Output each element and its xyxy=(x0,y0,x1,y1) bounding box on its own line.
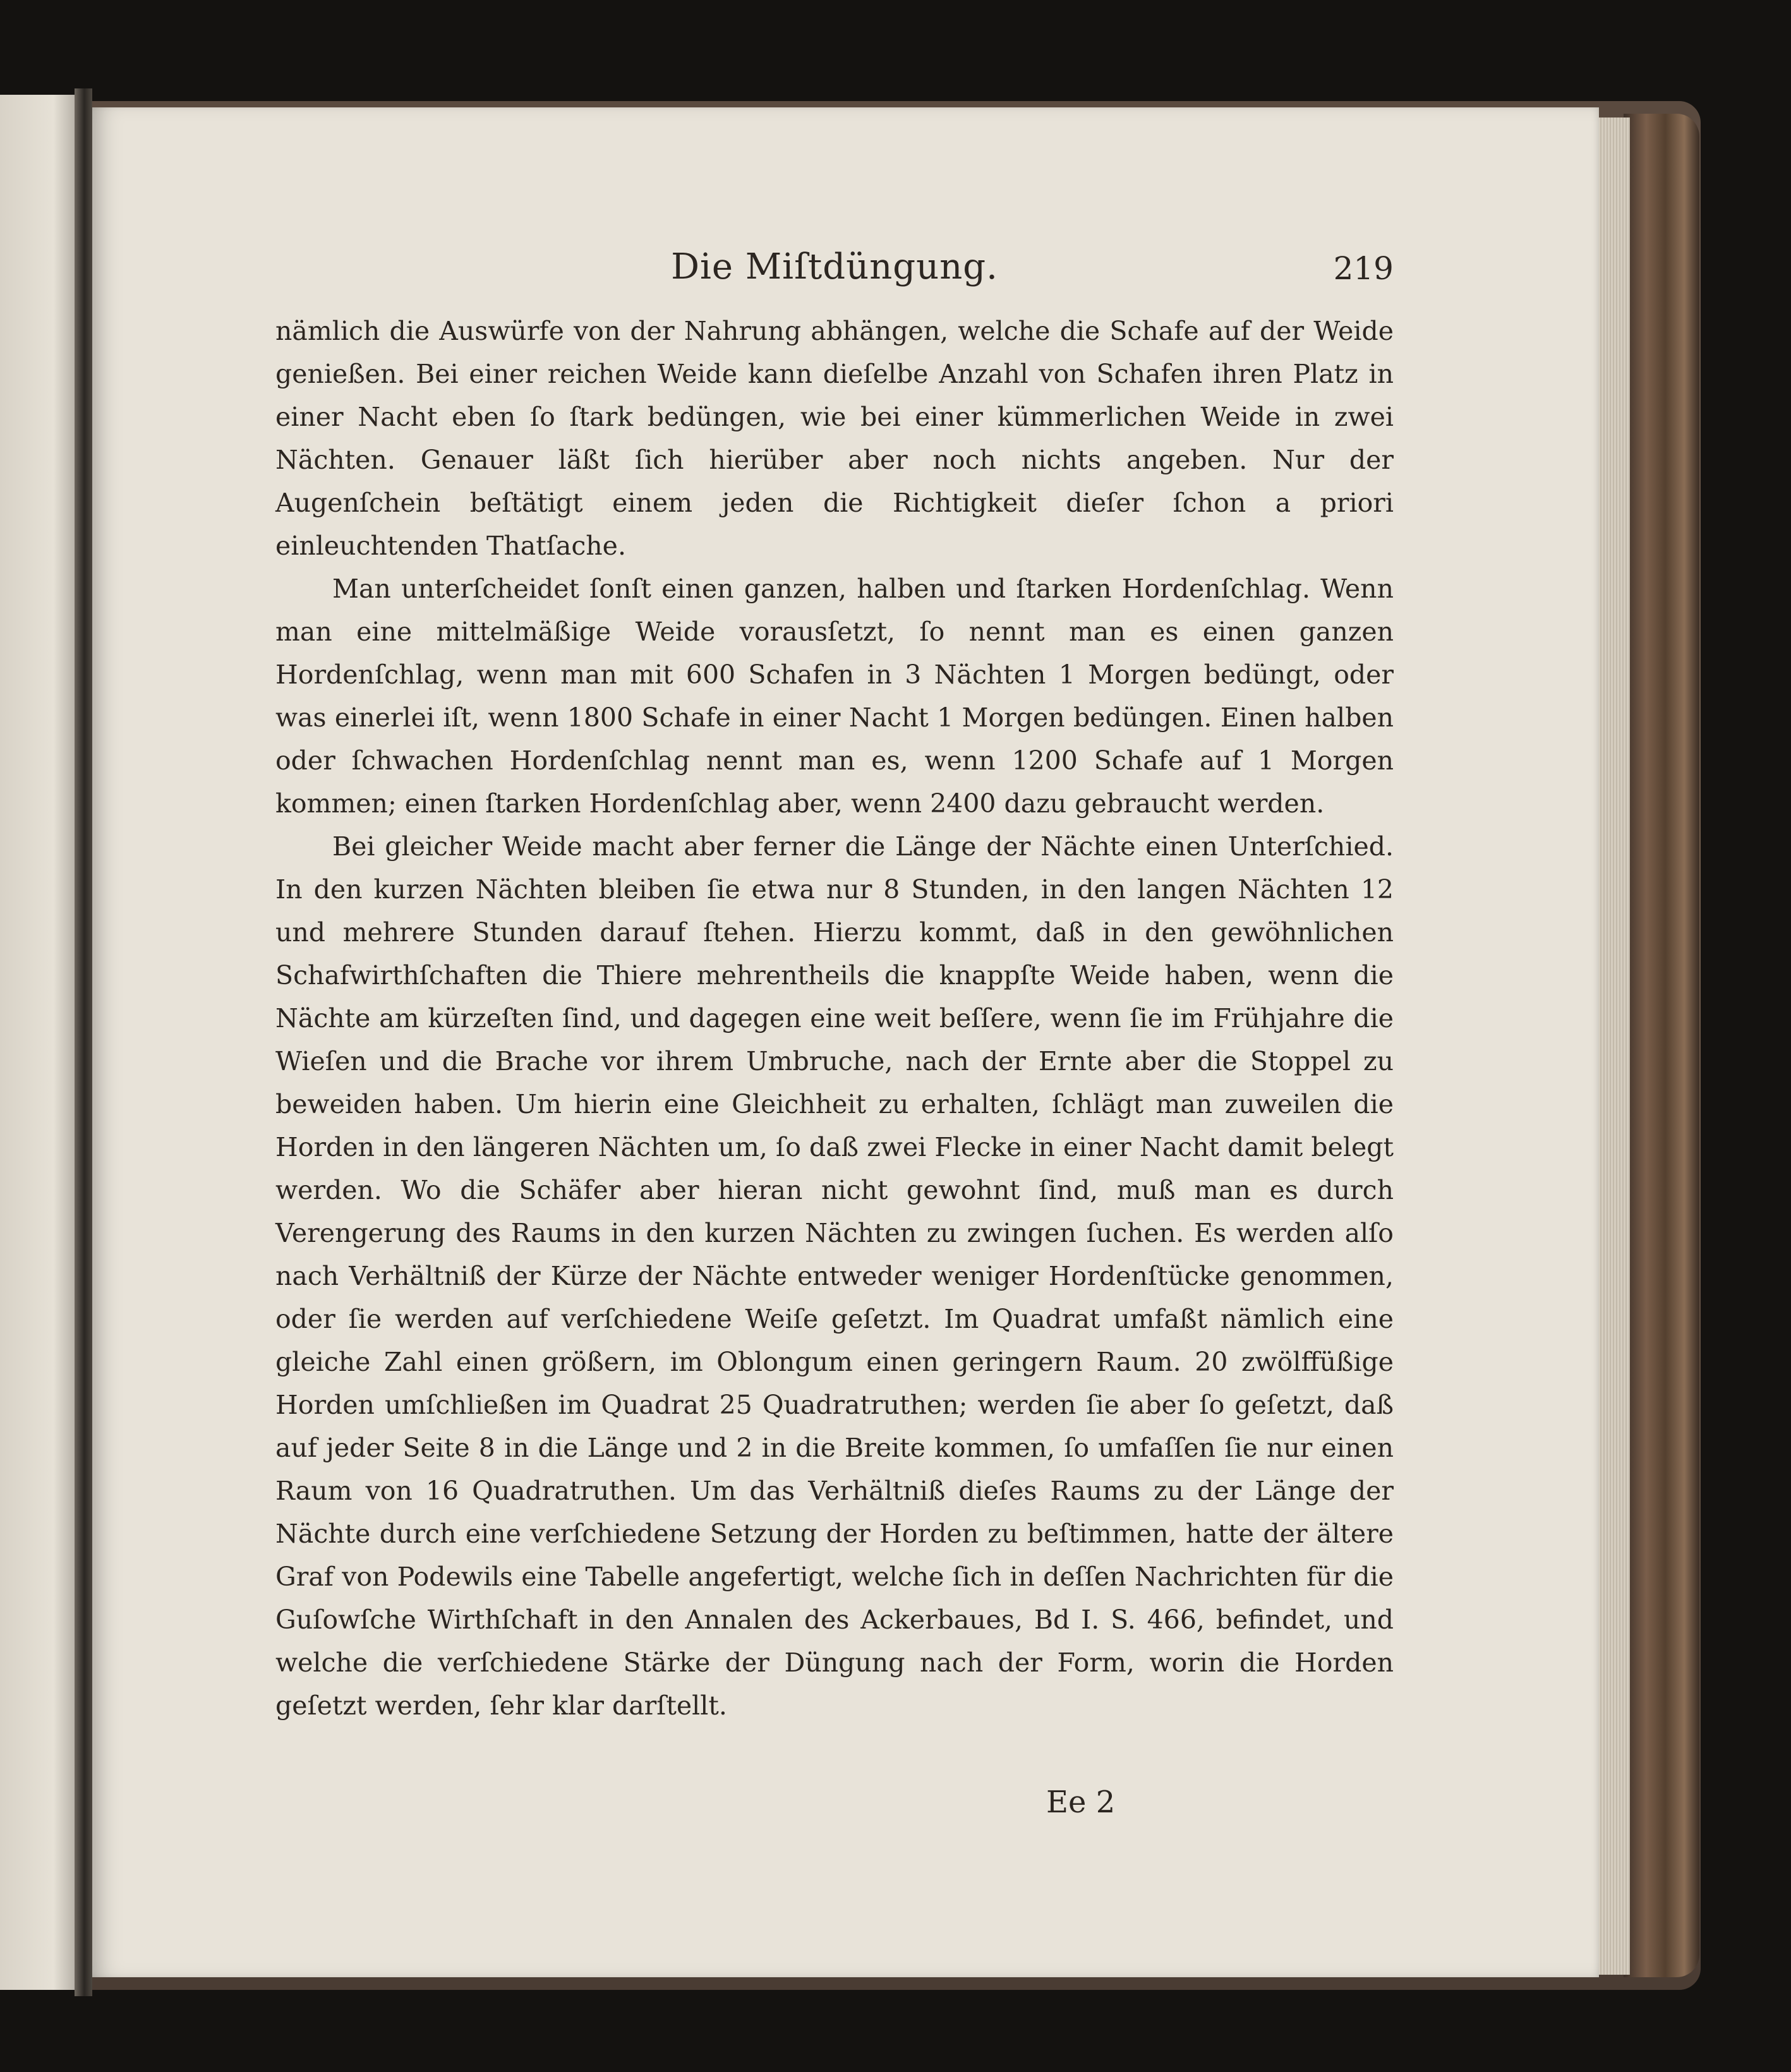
running-title: Die Miſtdüngung. xyxy=(671,246,998,287)
book-page xyxy=(92,107,1599,1977)
left-page-edge xyxy=(0,95,82,1990)
paragraph-2: Man unterſcheidet ſonſt einen ganzen, halben und ſtarken Hordenſchlag. Wenn man eine mittelmäßige Weide vorausſetzt, ſo nennt man es einen ganzen Hordenſchlag, wenn man mit 600 Schafen in 3 Nächten 1 Morgen bedüngt, oder was einerlei iſt, wenn 1800 Schafe in einer Nacht 1 Morgen bedüngen. Einen halben oder ſchwachen Hordenſchlag nennt man es, wenn 1200 Schafe auf 1 Morgen kommen; einen ſtarken Hordenſchlag aber, wenn 2400 dazu gebraucht werden. xyxy=(275,574,1394,819)
paragraph-3: Bei gleicher Weide macht aber ferner die Länge der Nächte einen Unterſchied. In den kurzen Nächten bleiben ſie etwa nur 8 Stunden, in den langen Nächten 12 und mehrere Stunden darauf ſtehen. Hierzu kommt, daß in den gewöhnlichen Schafwirthſchaften die Thiere mehrentheils die knappſte Weide haben, wenn die Nächte am kürzeſten ſind, und dagegen eine weit beſſere, wenn ſie im Frühjahre die Wieſen und die Brache vor ihrem Umbruche, nach der Ernte aber die Stoppel zu beweiden haben. Um hierin eine Gleichheit zu erhalten, ſchlägt man zuweilen die Horden in den längeren Nächten um, ſo daß zwei Flecke in einer Nacht damit belegt werden. Wo die Schäfer aber hieran nicht gewohnt ſind, muß man es durch Verengerung des Raums in den kurzen Nächten zu zwingen ſuchen. Es werden alſo nach Verhältniß der Kürze der Nächte entweder weniger Hordenſtücke genommen, oder ſie werden auf verſchiedene Weiſe geſetzt. Im Quadrat umfaßt nämlich eine gleiche Zahl einen größern, im Oblongum einen geringern Raum. 20 zwölffüßige Horden umſchließen im Quadrat 25 Quadratruthen; werden ſie aber ſo geſetzt, daß auf jeder Seite 8 in die Länge und 2 in die Breite kommen, ſo umfaſſen ſie nur einen Raum von 16 Quadratruthen. Um das Verhältniß dieſes Raums zu der Länge der Nächte durch eine verſchiedene Setzung der Horden zu beſtimmen, hatte der ältere Graf von Podewils eine Tabelle angefertigt, welche ſich in deſſen Nachrichten für die Guſowſche Wirthſchaft in den Annalen des Ackerbaues, Bd I. S. 466, befindet, und welche die verſchiedene Stärke der Düngung nach der Form, worin die Horden geſetzt werden, ſehr klar darſtellt. xyxy=(275,831,1394,1721)
paragraph-1: nämlich die Auswürfe von der Nahrung abhängen, welche die Schafe auf der Weide genießen. Bei einer reichen Weide kann dieſelbe Anzahl von Schafen ihren Platz in einer Nacht eben ſo ſtark bedüngen, wie bei einer kümmerlichen Weide in zwei Nächten. Genauer läßt ſich hierüber aber noch nichts angeben. Nur der Augenſchein beſtätigt einem jeden die Richtigkeit dieſer ſchon a priori einleuchtenden Thatſache. xyxy=(275,316,1394,561)
book-gutter xyxy=(75,88,92,1996)
running-head xyxy=(275,246,1394,303)
body-text xyxy=(275,310,1394,1727)
signature-mark: Ee 2 xyxy=(1046,1785,1116,1820)
page-number: 219 xyxy=(1333,250,1394,287)
cover-edge xyxy=(1624,114,1699,1977)
